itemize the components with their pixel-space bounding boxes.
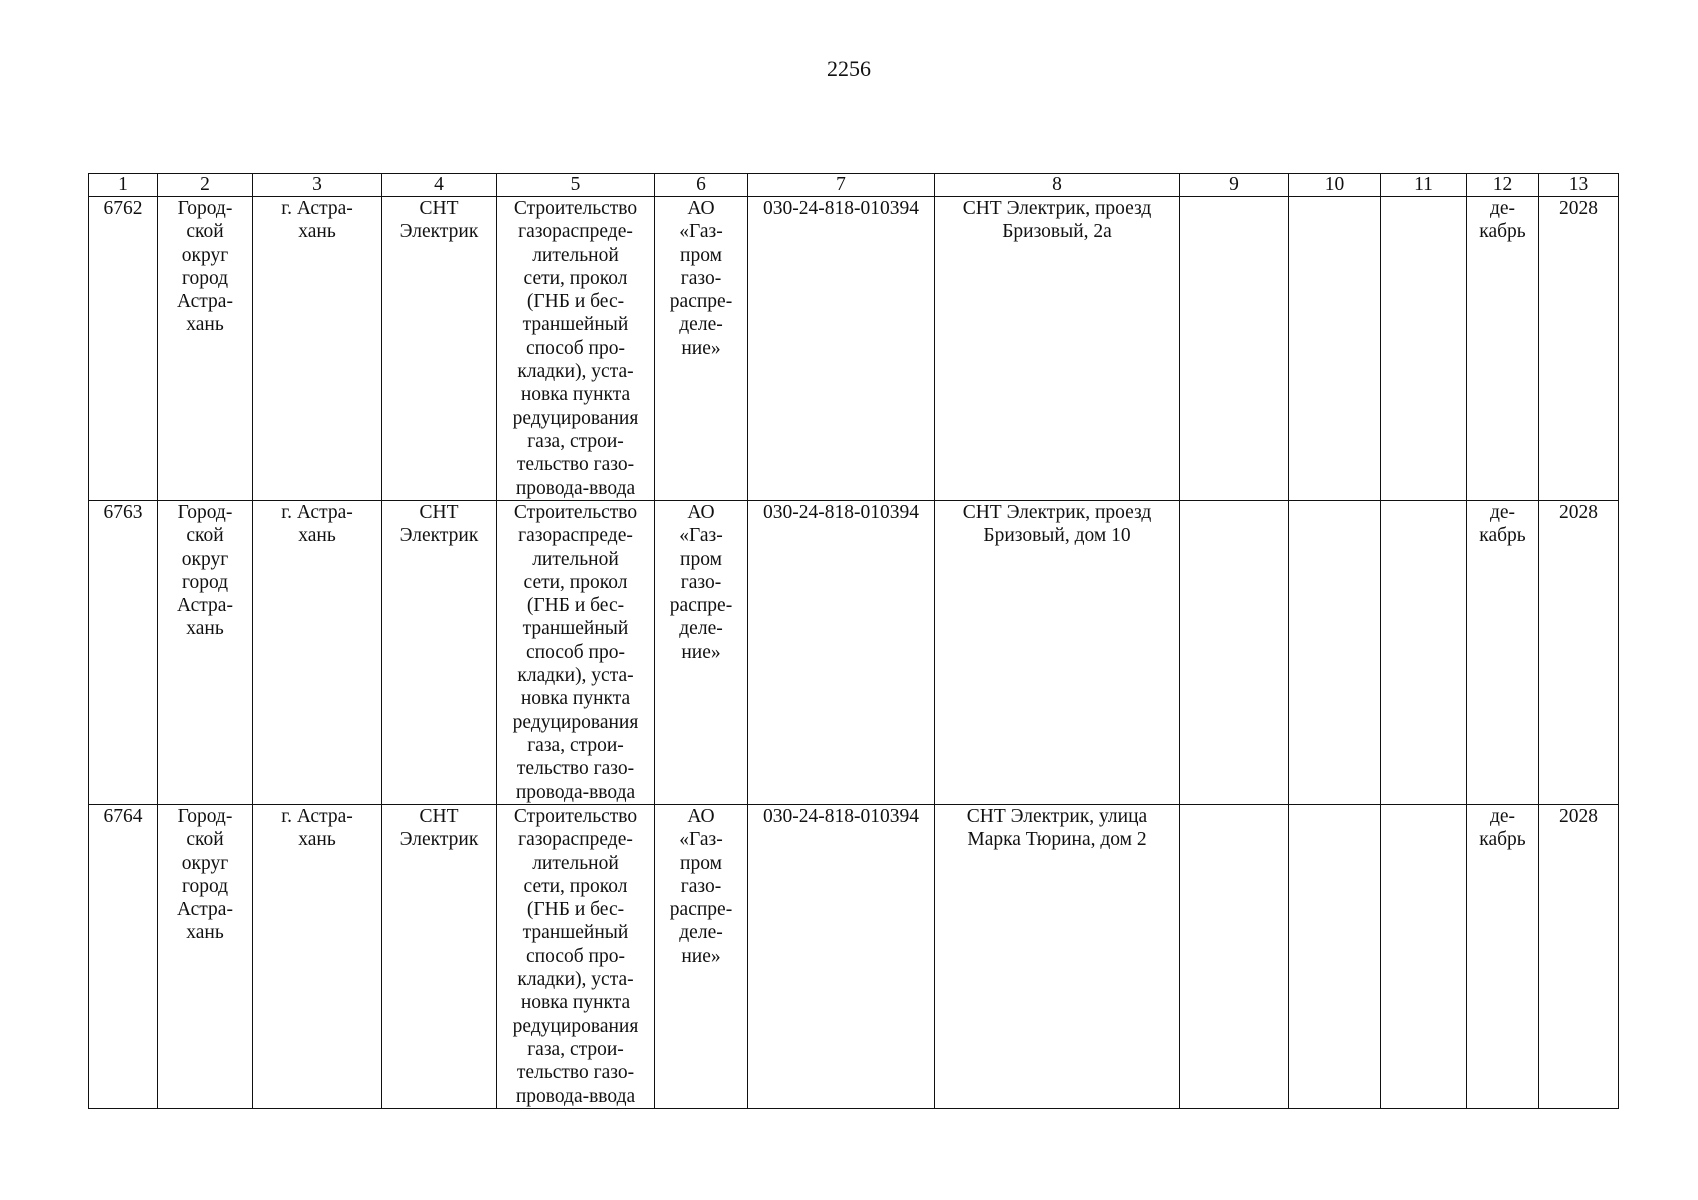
year-cell: 2028 [1539,805,1619,1109]
table-row [89,197,1619,501]
column-header: 13 [1539,174,1619,197]
organization-cell: АО «Газ- пром газо- распре- деле- ние» [655,805,748,1109]
empty-cell-11 [1381,501,1467,805]
column-header: 11 [1381,174,1467,197]
row-number-cell: 6763 [89,501,158,805]
year-cell: 2028 [1539,197,1619,501]
district-cell: Город- ской округ город Астра- хань [158,805,253,1109]
object-cell: СНТ Электрик [382,197,497,501]
month-cell: де- кабрь [1467,197,1539,501]
address-cell: СНТ Электрик, проезд Бризовый, дом 10 [935,501,1180,805]
program-code-cell: 030-24-818-010394 [748,197,935,501]
table-header-row [89,174,1619,197]
row-number-cell: 6762 [89,197,158,501]
column-header: 9 [1180,174,1289,197]
empty-cell-9 [1180,805,1289,1109]
address-cell: СНТ Электрик, проезд Бризовый, 2а [935,197,1180,501]
object-cell: СНТ Электрик [382,501,497,805]
empty-cell-10 [1289,805,1381,1109]
object-cell: СНТ Электрик [382,805,497,1109]
column-header: 8 [935,174,1180,197]
program-code-cell: 030-24-818-010394 [748,501,935,805]
program-code-cell: 030-24-818-010394 [748,805,935,1109]
month-cell: де- кабрь [1467,501,1539,805]
column-header: 10 [1289,174,1381,197]
column-header: 2 [158,174,253,197]
empty-cell-9 [1180,501,1289,805]
empty-cell-9 [1180,197,1289,501]
column-header: 3 [253,174,382,197]
month-cell: де- кабрь [1467,805,1539,1109]
row-number-cell: 6764 [89,805,158,1109]
settlement-cell: г. Астра- хань [253,805,382,1109]
page-number: 2256 [827,56,871,81]
column-header: 1 [89,174,158,197]
district-cell: Город- ской округ город Астра- хань [158,197,253,501]
address-cell: СНТ Электрик, улица Марка Тюрина, дом 2 [935,805,1180,1109]
column-header: 4 [382,174,497,197]
empty-cell-11 [1381,805,1467,1109]
work-description-cell: Строительство газораспреде- лительной сети, прокол (ГНБ и бес- траншейный способ про- кладки), уста- новка пункта редуцирования газа, строи- тельство газо- провода-ввода [497,805,655,1109]
settlement-cell: г. Астра- хань [253,197,382,501]
work-description-cell: Строительство газораспреде- лительной сети, прокол (ГНБ и бес- траншейный способ про- кладки), уста- новка пункта редуцирования газа, строи- тельство газо- провода-ввода [497,197,655,501]
table-row [89,501,1619,805]
registry-table [88,173,1619,1109]
empty-cell-10 [1289,501,1381,805]
table-row [89,805,1619,1109]
column-header: 7 [748,174,935,197]
empty-cell-11 [1381,197,1467,501]
organization-cell: АО «Газ- пром газо- распре- деле- ние» [655,197,748,501]
column-header: 6 [655,174,748,197]
year-cell: 2028 [1539,501,1619,805]
column-header: 12 [1467,174,1539,197]
column-header: 5 [497,174,655,197]
settlement-cell: г. Астра- хань [253,501,382,805]
organization-cell: АО «Газ- пром газо- распре- деле- ние» [655,501,748,805]
work-description-cell: Строительство газораспреде- лительной сети, прокол (ГНБ и бес- траншейный способ про- кладки), уста- новка пункта редуцирования газа, строи- тельство газо- провода-ввода [497,501,655,805]
district-cell: Город- ской округ город Астра- хань [158,501,253,805]
empty-cell-10 [1289,197,1381,501]
